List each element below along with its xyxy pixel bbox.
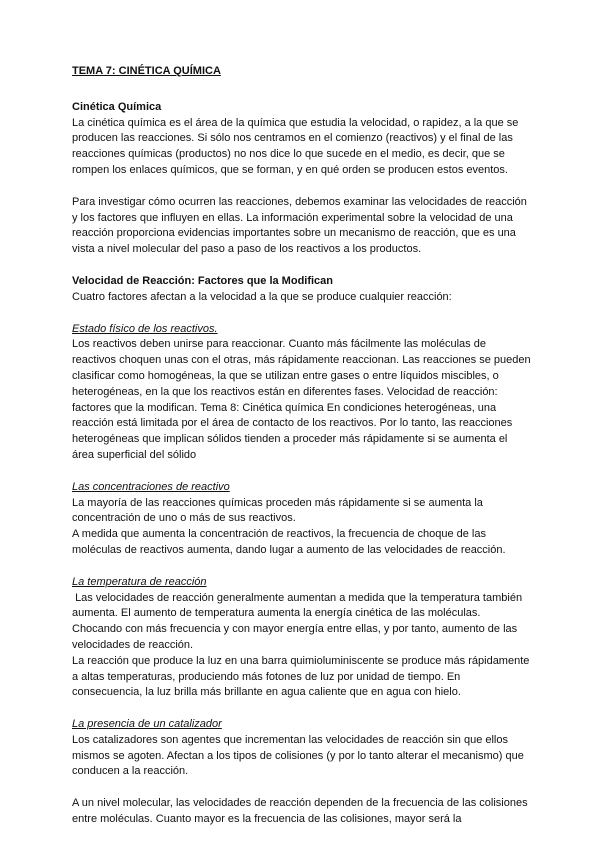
factor-heading-catalizador: La presencia de un catalizador: [72, 718, 222, 731]
paragraph-cinetica-1: La cinética química es el área de la química que estudia la velocidad, o rapidez, a la que se producen las reacciones. Si sólo nos centramos en el comienzo (reactivos) y el final de las reacciones químicas (productos) no nos dice lo que sucede en el medio, es decir, que se rompen los enlaces químicos, que se forman, y en qué orden se producen estos eventos.: [72, 116, 519, 176]
paragraph-concentraciones-1: La mayoría de las reacciones químicas proceden más rápidamente si se aumenta la concentración de uno o más de sus reactivos.: [72, 496, 483, 525]
paragraph-estado-fisico: Los reactivos deben unirse para reaccionar. Cuanto más fácilmente las moléculas de reactivos choquen unas con el otras, más rápidamente reaccionan. Las reacciones se pueden clasificar como homogéneas, la que se utilizan entre gases o entre líquidos miscibles, o heterogéneas, en la que los reactivos están en diferentes fases. Velocidad de reacción: factores que la modifican. Tema 8: Cinética química En condiciones heterogéneas, una reacción está limitada por el área de contacto de los reactivos. Por lo tanto, las reacciones heterogéneas que implican sólidos tienden a proceder más rápidamente si se aumenta el área superficial del sólido: [72, 338, 531, 461]
document-page: [72, 64, 532, 828]
paragraph-concentraciones-2: A medida que aumenta la concentración de reactivos, la frecuencia de choque de las moléculas de reactivos aumenta, dando lugar a aumento de las velocidades de reacción.: [72, 528, 506, 556]
paragraph-catalizador-2: A un nivel molecular, las velocidades de reacción dependen de la frecuencia de las colisiones entre moléculas. Cuanto mayor es la frecuencia de las colisiones, mayor será la: [72, 797, 528, 826]
factor-heading-temperatura: La temperatura de reacción: [72, 575, 207, 588]
section-heading-cinetica: Cinética Química: [72, 100, 162, 113]
factor-heading-concentraciones: Las concentraciones de reactivo: [72, 480, 230, 493]
paragraph-velocidad-intro: Cuatro factores afectan a la velocidad a la que se produce cualquier reacción:: [72, 290, 452, 303]
paragraph-temperatura-1: Las velocidades de reacción generalmente aumentan a medida que la temperatura también aumenta. El aumento de temperatura aumenta la energía cinética de las moléculas. Chocando con más frecuencia y con mayor energía entre ellas, y por tanto, aumento de las velocidades de reacción.: [72, 591, 526, 651]
factor-heading-estado-fisico: Estado físico de los reactivos.: [72, 322, 218, 335]
document-title: TEMA 7: CINÉTICA QUÍMICA: [72, 65, 221, 77]
paragraph-temperatura-2: La reacción que produce la luz en una barra quimioluminiscente se produce más rápidamente a altas temperaturas, produciendo más fotones de luz por unidad de tiempo. En consecuencia, la luz brilla más brillante en agua caliente que en agua con hielo.: [72, 654, 530, 699]
paragraph-catalizador-1: Los catalizadores son agentes que incrementan las velocidades de reacción sin que ellos mismos se agoten. Afectan a los tipos de colisiones (y por lo tanto alterar el mecanismo) que conducen a la reacción.: [72, 733, 524, 778]
paragraph-cinetica-2: Para investigar cómo ocurren las reacciones, debemos examinar las velocidades de reacción y los factores que influyen en ellas. La información experimental sobre la velocidad de una reacción proporciona evidencias importantes sobre un mecanismo de reacción, que es una vista a nivel molecular del paso a paso de los reactivos a los productos.: [72, 195, 527, 256]
section-heading-velocidad: Velocidad de Reacción: Factores que la Modifican: [72, 274, 334, 287]
